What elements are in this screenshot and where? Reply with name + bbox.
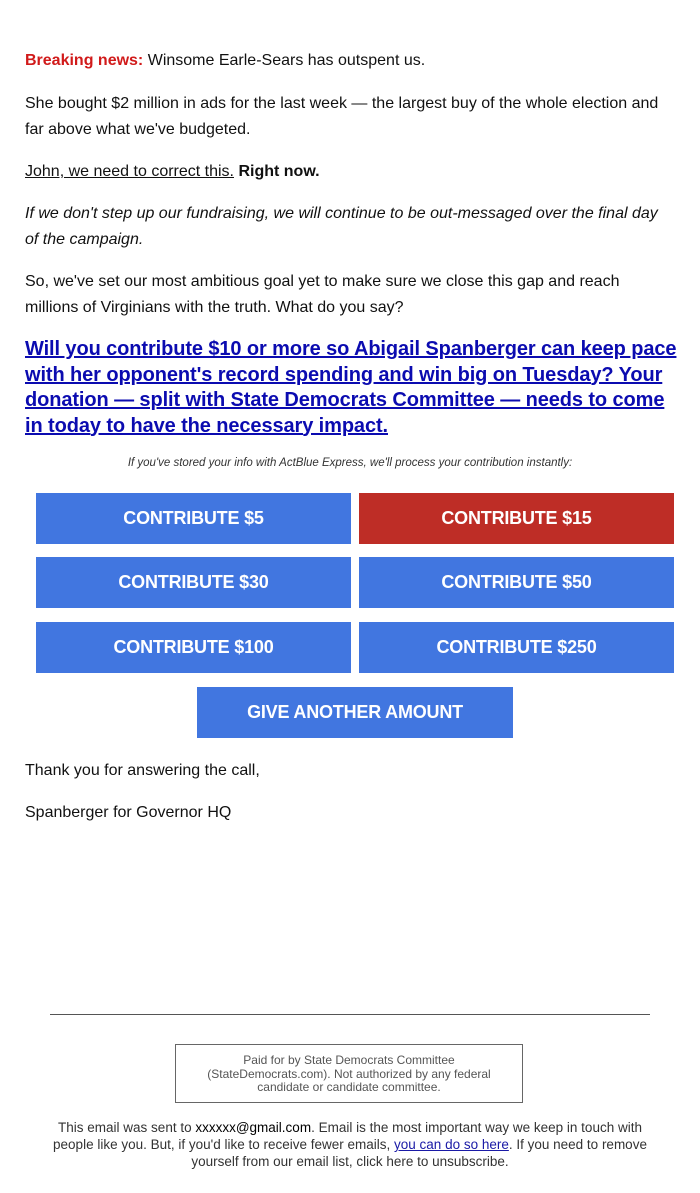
actblue-express-note: If you've stored your info with ActBlue Express, we'll process your contribution instantly:: [127, 457, 573, 469]
contribute-30-button[interactable]: CONTRIBUTE $30: [36, 557, 351, 608]
footer-notice: [40, 1119, 660, 1170]
breaking-news-paragraph: [25, 48, 425, 74]
contribute-250-button[interactable]: CONTRIBUTE $250: [359, 622, 674, 673]
fewer-emails-link[interactable]: you can do so here: [394, 1137, 509, 1152]
right-now-text: Right now.: [234, 163, 320, 180]
breaking-news-text: Winsome Earle-Sears has outspent us.: [143, 52, 426, 69]
paid-for-line-1: Paid for by State Democrats Committee: [243, 1053, 455, 1067]
sent-middle: . Email is the most important way we keep in touch with people like you. But, if you'd like to receive fewer emails,: [53, 1120, 642, 1152]
signature: Spanberger for Governor HQ: [25, 804, 232, 821]
give-another-amount-button[interactable]: GIVE ANOTHER AMOUNT: [197, 687, 513, 738]
footer-divider: [50, 1014, 650, 1015]
paid-for-line-2: (StateDemocrats.com). Not authorized by any federal: [207, 1066, 491, 1081]
contribute-100-button[interactable]: CONTRIBUTE $100: [36, 622, 351, 673]
paid-for-line-3: candidate or candidate committee.: [257, 1080, 441, 1094]
fundraising-warning-paragraph: If we don't step up our fundraising, we will continue to be out-messaged over the final day of the campaign.: [25, 205, 658, 248]
correct-this-paragraph: [25, 159, 320, 185]
contribute-cta-link[interactable]: Will you contribute $10 or more so Abigail Spanberger can keep pace with her opponent's record spending and win big on Tuesday? Your donation — split with State Democrats Committee — needs to come in today to have the necessary impact.: [25, 338, 677, 437]
correct-this-text: John, we need to correct this.: [25, 163, 234, 180]
sent-suffix: . If you need to remove yourself from our email list, click here to unsubscribe.: [191, 1137, 647, 1169]
contribute-5-button[interactable]: CONTRIBUTE $5: [36, 493, 351, 544]
thanks-text: Thank you for answering the call,: [25, 762, 260, 779]
ambitious-goal-paragraph: So, we've set our most ambitious goal yet to make sure we close this gap and reach millions of Virginians with the truth. What do you say?: [25, 273, 620, 316]
breaking-news-label: Breaking news:: [25, 52, 144, 69]
contribute-50-button[interactable]: CONTRIBUTE $50: [359, 557, 674, 608]
recipient-email: xxxxxx@gmail.com: [195, 1120, 312, 1135]
paid-for-disclaimer: [175, 1044, 523, 1103]
sent-prefix: This email was sent to: [58, 1120, 196, 1135]
contribute-15-button[interactable]: CONTRIBUTE $15: [359, 493, 674, 544]
ad-spend-paragraph: She bought $2 million in ads for the last week — the largest buy of the whole election and far above what we've budgeted.: [25, 95, 659, 138]
